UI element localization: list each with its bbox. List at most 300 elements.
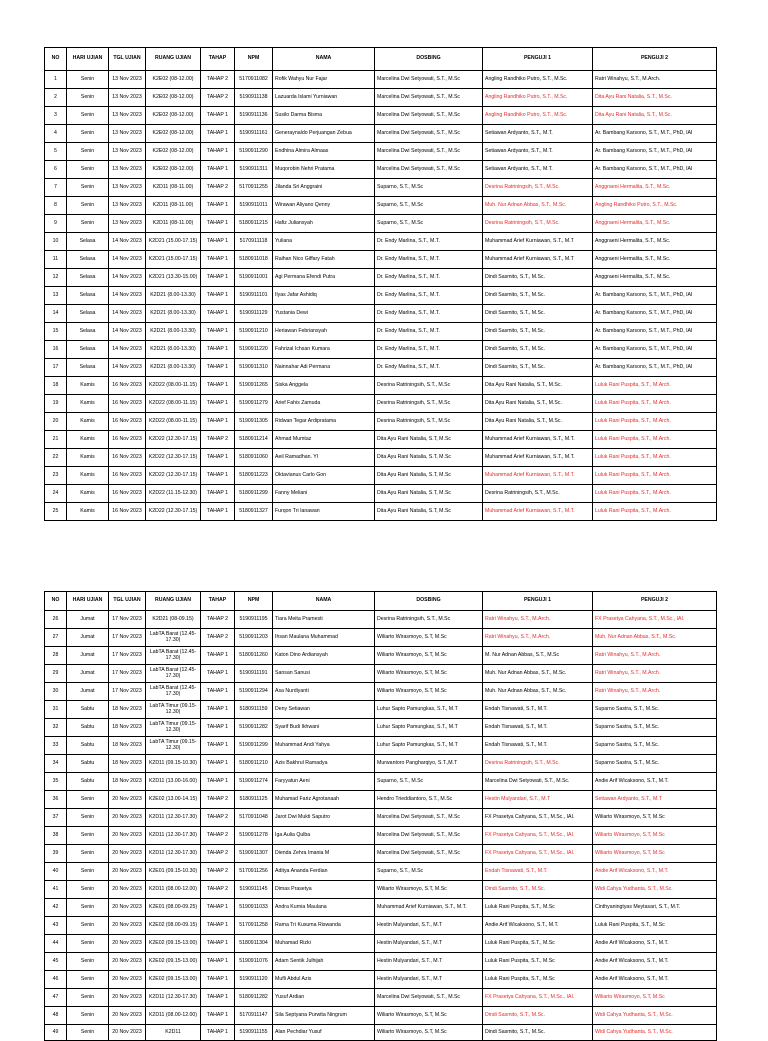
cell-ruang: LabTA Timur (09.15-12.30) — [146, 737, 201, 755]
cell-no: 47 — [45, 989, 67, 1007]
cell-no: 8 — [45, 197, 67, 215]
cell-penguji1: Hestin Mulyandari, S.T., M.T — [483, 791, 593, 809]
cell-nama: Mufli Abdul Azis — [273, 971, 375, 989]
cell-penguji1: Muhammad Arief Kurniawan, S.T., M.T — [483, 233, 593, 251]
cell-npm: 5180911060 — [235, 449, 273, 467]
cell-dosbing: Marcelina Dwi Setyowati, S.T., M.Sc — [375, 845, 483, 863]
cell-ruang: K2E02 (08.00-09.15) — [146, 917, 201, 935]
cell-dosbing: Dr. Endy Marlina, S.T., M.T. — [375, 341, 483, 359]
cell-hari: Selasa — [67, 269, 109, 287]
table-row — [45, 251, 717, 269]
cell-dosbing: Wiliarto Wirasmoyo, S.T, M.Sc — [375, 665, 483, 683]
cell-tgl: 13 Nov 2023 — [109, 179, 146, 197]
cell-tgl: 20 Nov 2023 — [109, 881, 146, 899]
header-penguji2: PENGUJI 2 — [593, 48, 717, 71]
cell-penguji2: Andie Arif Wicaksono, S.T., M.T. — [593, 773, 717, 791]
cell-dosbing: Suparno, S.T., M.Sc — [375, 197, 483, 215]
cell-penguji2: Widi Cahya Yudhanta, S.T., M.Sc. — [593, 881, 717, 899]
cell-no: 11 — [45, 251, 67, 269]
table-row — [45, 161, 717, 179]
table-row — [45, 917, 717, 935]
cell-hari: Senin — [67, 161, 109, 179]
cell-hari: Senin — [67, 197, 109, 215]
cell-npm: 5190911305 — [235, 413, 273, 431]
table-row — [45, 629, 717, 647]
cell-hari: Sabtu — [67, 755, 109, 773]
header-dosbing: DOSBING — [375, 592, 483, 611]
cell-npm: 5190911129 — [235, 305, 273, 323]
table-row — [45, 89, 717, 107]
cell-hari: Senin — [67, 791, 109, 809]
cell-nama: Fahrizal Ichsan Kumara — [273, 341, 375, 359]
cell-penguji2: Ar. Bambang Karsono, S.T., M.T., PhD, IAI — [593, 143, 717, 161]
cell-nama: Agi Permana Efendi Putra — [273, 269, 375, 287]
table-row — [45, 503, 717, 521]
cell-nama: Ilyas Jafar Ashidiq — [273, 287, 375, 305]
cell-tahap: TAHAP 1 — [201, 899, 235, 917]
cell-tgl: 20 Nov 2023 — [109, 1007, 146, 1025]
table-row — [45, 431, 717, 449]
cell-no: 34 — [45, 755, 67, 773]
cell-dosbing: Marcelina Dwi Setyowati, S.T., M.Sc — [375, 809, 483, 827]
cell-nama: Aeil Ramadhan. YI — [273, 449, 375, 467]
cell-ruang: K2D22 (08.00-11.15) — [146, 377, 201, 395]
cell-ruang: K2D11 (08.00-12.00) — [146, 1007, 201, 1025]
cell-tgl: 20 Nov 2023 — [109, 953, 146, 971]
table-row — [45, 701, 717, 719]
cell-penguji2: Ar. Bambang Karsono, S.T., M.T., PhD, IAI — [593, 359, 717, 377]
table-row — [45, 287, 717, 305]
cell-npm: 5190911274 — [235, 773, 273, 791]
cell-hari: Selasa — [67, 323, 109, 341]
cell-hari: Jumat — [67, 611, 109, 629]
cell-tahap: TAHAP 1 — [201, 449, 235, 467]
cell-nama: Heriawan Febriansyah — [273, 323, 375, 341]
cell-ruang: K2D11 (09.15-10.30) — [146, 755, 201, 773]
cell-nama: Ahmad Mumtaz — [273, 431, 375, 449]
cell-tahap: TAHAP 2 — [201, 809, 235, 827]
header-no: NO — [45, 48, 67, 71]
cell-hari: Senin — [67, 953, 109, 971]
cell-penguji2: Andie Arif Wicaksono, S.T., M.T. — [593, 935, 717, 953]
cell-npm: 5190911265 — [235, 377, 273, 395]
cell-penguji1: Angling Randhiko Putro, S.T., M.Sc. — [483, 107, 593, 125]
cell-nama: Asa Nurdiyanti — [273, 683, 375, 701]
cell-nama: Arief Fahis Zamuda — [273, 395, 375, 413]
header-npm: NPM — [235, 48, 273, 71]
cell-dosbing: Hestin Mulyandari, S.T., M.T — [375, 935, 483, 953]
cell-dosbing: Marcelina Dwi Setyowati, S.T., M.Sc — [375, 827, 483, 845]
cell-tahap: TAHAP 1 — [201, 917, 235, 935]
cell-ruang: K2D22 (12.30-17.15) — [146, 431, 201, 449]
cell-hari: Senin — [67, 917, 109, 935]
table-row — [45, 377, 717, 395]
cell-tahap: TAHAP 1 — [201, 377, 235, 395]
cell-dosbing: Luhur Sapto Pamungkas, S.T., M.T — [375, 701, 483, 719]
cell-tgl: 14 Nov 2023 — [109, 305, 146, 323]
cell-ruang: K2D22 (08.00-11.15) — [146, 413, 201, 431]
cell-tgl: 14 Nov 2023 — [109, 341, 146, 359]
table-row — [45, 341, 717, 359]
cell-tgl: 14 Nov 2023 — [109, 287, 146, 305]
header-ruang: RUANG UJIAN — [146, 48, 201, 71]
cell-ruang: K2E02 (08-12.00) — [146, 71, 201, 89]
table-row — [45, 125, 717, 143]
cell-penguji1: Muh. Nur Adnan Abbas, S.T., M.Sc. — [483, 197, 593, 215]
cell-penguji2: Widi Cahya Yudhanta, S.T., M.Sc. — [593, 1025, 717, 1041]
cell-no: 35 — [45, 773, 67, 791]
cell-tahap: TAHAP 1 — [201, 197, 235, 215]
cell-tahap: TAHAP 1 — [201, 1007, 235, 1025]
cell-tgl: 14 Nov 2023 — [109, 269, 146, 287]
cell-penguji1: Luluk Rani Puspita, S.T., M.Sc — [483, 953, 593, 971]
exam-schedule-table-2 — [44, 591, 717, 1041]
cell-tahap: TAHAP 1 — [201, 359, 235, 377]
cell-hari: Jumat — [67, 647, 109, 665]
cell-nama: Yuliana — [273, 233, 375, 251]
cell-dosbing: Marcelina Dwi Setyowati, S.T., M.Sc — [375, 143, 483, 161]
cell-hari: Sabtu — [67, 737, 109, 755]
cell-penguji2: Luluk Rani Puspita, S.T., M.Arch. — [593, 503, 717, 521]
cell-ruang: K2D21 (8.00-13.30) — [146, 323, 201, 341]
cell-tgl: 16 Nov 2023 — [109, 503, 146, 521]
cell-nama: Muhamad Rizki — [273, 935, 375, 953]
cell-tahap: TAHAP 2 — [201, 863, 235, 881]
cell-penguji1: Muhammad Arief Kurniawan, S.T., M.T. — [483, 431, 593, 449]
cell-tgl: 17 Nov 2023 — [109, 611, 146, 629]
cell-hari: Selasa — [67, 287, 109, 305]
cell-ruang: K2D22 (12.30-17.15) — [146, 503, 201, 521]
cell-npm: 5190911294 — [235, 683, 273, 701]
table-row — [45, 845, 717, 863]
cell-penguji2: Ratri Winahyu, S.T., M.Arch. — [593, 665, 717, 683]
header-dosbing: DOSBING — [375, 48, 483, 71]
cell-dosbing: Dr. Endy Marlina, S.T., M.T. — [375, 251, 483, 269]
cell-hari: Jumat — [67, 683, 109, 701]
cell-ruang: K2D21 (8.00-13.30) — [146, 287, 201, 305]
table-row — [45, 413, 717, 431]
cell-dosbing: Desrina Ratriningsih, S.T., M.Sc — [375, 377, 483, 395]
cell-penguji2: Luluk Rani Puspita, S.T., M.Arch. — [593, 485, 717, 503]
cell-npm: 5190911001 — [235, 269, 273, 287]
header-tgl: TGL UJIAN — [109, 48, 146, 71]
cell-penguji2: Dita Ayu Rani Natalia, S.T., M.Sc. — [593, 107, 717, 125]
cell-npm: 5180911215 — [235, 215, 273, 233]
cell-hari: Jumat — [67, 665, 109, 683]
cell-npm: 5190911282 — [235, 719, 273, 737]
cell-tgl: 20 Nov 2023 — [109, 845, 146, 863]
cell-no: 12 — [45, 269, 67, 287]
cell-no: 19 — [45, 395, 67, 413]
cell-nama: Iga Aulia Qulba — [273, 827, 375, 845]
header-penguji1: PENGUJI 1 — [483, 48, 593, 71]
cell-npm: 5190911195 — [235, 611, 273, 629]
cell-hari: Selasa — [67, 341, 109, 359]
cell-dosbing: Suparno, S.T., M.Sc — [375, 773, 483, 791]
cell-penguji2: Setiawan Ardyanto, S.T., M.T — [593, 791, 717, 809]
cell-ruang: K2D22 (12.30-17.15) — [146, 449, 201, 467]
cell-tahap: TAHAP 1 — [201, 305, 235, 323]
cell-ruang: LabTA Barat (12.45-17.30) — [146, 683, 201, 701]
cell-no: 14 — [45, 305, 67, 323]
cell-penguji2: Ratri Winahyu, S.T., M.Arch. — [593, 71, 717, 89]
cell-no: 1 — [45, 71, 67, 89]
cell-tgl: 18 Nov 2023 — [109, 755, 146, 773]
cell-npm: 5170911082 — [235, 71, 273, 89]
cell-hari: Sabtu — [67, 773, 109, 791]
cell-nama: Dimas Prasetya — [273, 881, 375, 899]
cell-ruang: K2E02 (13.00-14.15) — [146, 791, 201, 809]
cell-no: 49 — [45, 1025, 67, 1041]
table-row — [45, 1025, 717, 1041]
cell-penguji1: Endah Tisnawati, S.T., M.T. — [483, 719, 593, 737]
cell-dosbing: Wiliarto Wirasmoyo, S.T, M.Sc — [375, 1025, 483, 1041]
cell-nama: Endhina Almira Almaas — [273, 143, 375, 161]
cell-npm: 5180911304 — [235, 935, 273, 953]
cell-penguji1: Muhammad Arief Kurniawan, S.T., M.T. — [483, 449, 593, 467]
cell-no: 15 — [45, 323, 67, 341]
cell-tgl: 16 Nov 2023 — [109, 449, 146, 467]
cell-penguji2: Wiliarto Wirasmoyo, S.T, M.Sc — [593, 827, 717, 845]
cell-no: 37 — [45, 809, 67, 827]
cell-tgl: 20 Nov 2023 — [109, 917, 146, 935]
cell-hari: Senin — [67, 989, 109, 1007]
cell-ruang: K2E02 (09.15-13.00) — [146, 953, 201, 971]
cell-ruang: LabTA Barat (12.45-17.30) — [146, 629, 201, 647]
table-row — [45, 323, 717, 341]
cell-dosbing: Luhur Sapto Pamungkas, S.T., M.T — [375, 737, 483, 755]
cell-no: 41 — [45, 881, 67, 899]
cell-nama: Yusuf Ardian — [273, 989, 375, 1007]
cell-penguji2: Ratri Winahyu, S.T., M.Arch. — [593, 647, 717, 665]
cell-penguji1: Setiawan Ardyanto, S.T., M.T. — [483, 143, 593, 161]
cell-hari: Jumat — [67, 629, 109, 647]
cell-penguji2: Ar. Bambang Karsono, S.T., M.T., PhD, IAI — [593, 305, 717, 323]
cell-tgl: 17 Nov 2023 — [109, 629, 146, 647]
cell-tahap: TAHAP 1 — [201, 683, 235, 701]
cell-no: 30 — [45, 683, 67, 701]
table-row — [45, 953, 717, 971]
table-row — [45, 989, 717, 1007]
cell-npm: 5190911299 — [235, 737, 273, 755]
cell-npm: 5190911203 — [235, 629, 273, 647]
cell-dosbing: Marcelina Dwi Setyowati, S.T., M.Sc — [375, 989, 483, 1007]
table-row — [45, 269, 717, 287]
cell-dosbing: Marcelina Dwi Setyowati, S.T., M.Sc — [375, 71, 483, 89]
header-penguji1: PENGUJI 1 — [483, 592, 593, 611]
cell-tahap: TAHAP 2 — [201, 179, 235, 197]
cell-penguji2: Ar. Bambang Karsono, S.T., M.T., PhD, IAI — [593, 341, 717, 359]
cell-no: 24 — [45, 485, 67, 503]
cell-tahap: TAHAP 1 — [201, 341, 235, 359]
cell-dosbing: Desrina Ratriningsih, S.T., M.Sc — [375, 611, 483, 629]
cell-tahap: TAHAP 1 — [201, 719, 235, 737]
cell-ruang: K2D22 (12.30-17.15) — [146, 467, 201, 485]
cell-dosbing: Dr. Endy Marlina, S.T., M.T. — [375, 287, 483, 305]
cell-no: 9 — [45, 215, 67, 233]
cell-nama: Jarot Dwi Mukti Saputro — [273, 809, 375, 827]
cell-penguji1: Marcelina Dwi Setyowati, S.T., M.Sc. — [483, 773, 593, 791]
cell-tahap: TAHAP 2 — [201, 629, 235, 647]
exam-schedule-table-1 — [44, 47, 717, 521]
cell-ruang: K2D21 (8.00-13.30) — [146, 341, 201, 359]
cell-no: 38 — [45, 827, 67, 845]
cell-penguji2: Anggraeni Hermalita, S.T., M.Sc. — [593, 269, 717, 287]
cell-hari: Selasa — [67, 359, 109, 377]
cell-no: 5 — [45, 143, 67, 161]
cell-ruang: K2D11 (12.30-17.30) — [146, 809, 201, 827]
cell-nama: Aditya Ananda Ferdian — [273, 863, 375, 881]
cell-dosbing: Muhammad Arief Kurniawan, S.T., M.T. — [375, 899, 483, 917]
cell-dosbing: Marcelina Dwi Setyowati, S.T., M.Sc — [375, 89, 483, 107]
cell-nama: Azis Bakhrul Ramadya — [273, 755, 375, 773]
cell-penguji1: Endah Tisnawati, S.T., M.T. — [483, 737, 593, 755]
cell-penguji2: Ar. Bambang Karsono, S.T., M.T., PhD, IAI — [593, 161, 717, 179]
cell-dosbing: Wiliarto Wirasmoyo, S.T, M.Sc — [375, 647, 483, 665]
cell-hari: Kamis — [67, 467, 109, 485]
cell-nama: Yustania Dewi — [273, 305, 375, 323]
table-row — [45, 665, 717, 683]
cell-penguji1: FX Prasetya Cahyana, S.T., M.Sc., IAI. — [483, 809, 593, 827]
cell-penguji1: Dita Ayu Rani Natalia, S.T., M.Sc. — [483, 413, 593, 431]
cell-nama: Oktavianus Carlo Gon — [273, 467, 375, 485]
cell-tgl: 20 Nov 2023 — [109, 827, 146, 845]
cell-npm: 5170911258 — [235, 917, 273, 935]
cell-penguji1: M. Nur Adnan Abbas, S.T., M.Sc — [483, 647, 593, 665]
cell-nama: Rama Tri Kusuma Riswanda — [273, 917, 375, 935]
cell-no: 13 — [45, 287, 67, 305]
cell-ruang: K2D11 (13.00-16.00) — [146, 773, 201, 791]
cell-npm: 5190911310 — [235, 359, 273, 377]
cell-nama: Dienda Zehra Imania M — [273, 845, 375, 863]
cell-hari: Senin — [67, 179, 109, 197]
cell-ruang: K2D21 (15.00-17.15) — [146, 233, 201, 251]
table-row — [45, 719, 717, 737]
table-header-row — [45, 48, 717, 71]
cell-penguji1: Dindi Sasmito, S.T., M.Sc. — [483, 287, 593, 305]
cell-ruang: K2D21 (08-09.15) — [146, 611, 201, 629]
table-row — [45, 395, 717, 413]
cell-dosbing: Luhur Sapto Pamungkas, S.T., M.T — [375, 719, 483, 737]
cell-nama: Tiara Meita Pramesti — [273, 611, 375, 629]
cell-dosbing: Marcelina Dwi Setyowati, S.T., M.Sc — [375, 107, 483, 125]
cell-npm: 5190911101 — [235, 287, 273, 305]
cell-penguji1: FX Prasetya Cahyana, S.T., M.Sc., IAI. — [483, 989, 593, 1007]
cell-hari: Senin — [67, 125, 109, 143]
cell-penguji2: Muh. Nur Adnan Abbas, S.T., M.Sc. — [593, 629, 717, 647]
cell-dosbing: Desrina Ratriningsih, S.T., M.Sc — [375, 413, 483, 431]
cell-ruang: K2D11 (12.30-17.30) — [146, 845, 201, 863]
cell-npm: 5190911033 — [235, 899, 273, 917]
cell-no: 18 — [45, 377, 67, 395]
cell-penguji2: Anggraeni Hermalita, S.T., M.Sc. — [593, 233, 717, 251]
cell-hari: Senin — [67, 143, 109, 161]
cell-npm: 5180911299 — [235, 485, 273, 503]
cell-hari: Senin — [67, 809, 109, 827]
cell-npm: 5180911125 — [235, 791, 273, 809]
cell-hari: Senin — [67, 935, 109, 953]
cell-ruang: K2E02 (08-12.00) — [146, 161, 201, 179]
cell-ruang: LabTA Timur (09.15-12.30) — [146, 701, 201, 719]
cell-npm: 5180911223 — [235, 467, 273, 485]
cell-tgl: 20 Nov 2023 — [109, 863, 146, 881]
cell-hari: Senin — [67, 71, 109, 89]
table-row — [45, 737, 717, 755]
header-penguji2: PENGUJI 2 — [593, 592, 717, 611]
cell-ruang: K2D22 (08.00-11.15) — [146, 395, 201, 413]
cell-nama: Generaynaldo Perjuangan Zebua — [273, 125, 375, 143]
cell-dosbing: Dita Ayu Rani Natalia, S.T, M.Sc — [375, 467, 483, 485]
cell-nama: Katon Dino Ardiansyah — [273, 647, 375, 665]
cell-npm: 5170911048 — [235, 809, 273, 827]
cell-tgl: 13 Nov 2023 — [109, 107, 146, 125]
cell-dosbing: Wiliarto Wirasmoyo, S.T, M.Sc — [375, 683, 483, 701]
header-tahap: TAHAP — [201, 48, 235, 71]
table-row — [45, 881, 717, 899]
cell-penguji2: Luluk Rani Puspita, S.T., M.Arch. — [593, 449, 717, 467]
cell-npm: 5190911145 — [235, 881, 273, 899]
cell-tahap: TAHAP 1 — [201, 971, 235, 989]
cell-nama: Raihan Nico Giffary Fatah — [273, 251, 375, 269]
cell-dosbing: Wiliarto Wirasmoyo, S.T, M.Sc — [375, 1007, 483, 1025]
cell-penguji1: Dindi Sasmito, S.T., M.Sc. — [483, 269, 593, 287]
cell-no: 2 — [45, 89, 67, 107]
cell-ruang: K2D11 — [146, 1025, 201, 1041]
table-row — [45, 809, 717, 827]
cell-penguji1: Dindi Sasmito, S.T., M.Sc. — [483, 305, 593, 323]
cell-no: 43 — [45, 917, 67, 935]
table-row — [45, 143, 717, 161]
cell-no: 7 — [45, 179, 67, 197]
cell-tgl: 18 Nov 2023 — [109, 719, 146, 737]
cell-dosbing: Suparno, S.T., M.Sc — [375, 179, 483, 197]
cell-hari: Kamis — [67, 485, 109, 503]
cell-penguji1: Dita Ayu Rani Natalia, S.T., M.Sc. — [483, 395, 593, 413]
cell-nama: Syarif Budi Ikhwani — [273, 719, 375, 737]
cell-nama: Jilanda Sri Anggraini — [273, 179, 375, 197]
cell-hari: Kamis — [67, 431, 109, 449]
cell-nama: Sansan Sanusi — [273, 665, 375, 683]
cell-penguji1: Desrina Ratriningsih, S.T., M.Sc. — [483, 215, 593, 233]
cell-npm: 5170911255 — [235, 179, 273, 197]
cell-tahap: TAHAP 1 — [201, 737, 235, 755]
table-row — [45, 899, 717, 917]
cell-dosbing: Hestin Mulyandari, S.T., M.T — [375, 917, 483, 935]
cell-dosbing: Dr. Endy Marlina, S.T., M.T. — [375, 305, 483, 323]
cell-dosbing: Dr. Endy Marlina, S.T., M.T. — [375, 233, 483, 251]
cell-npm: 5180911282 — [235, 989, 273, 1007]
cell-tgl: 20 Nov 2023 — [109, 791, 146, 809]
cell-penguji1: Ratri Winahyu, S.T., M.Arch. — [483, 629, 593, 647]
cell-tgl: 16 Nov 2023 — [109, 413, 146, 431]
cell-penguji1: Dindi Sasmito, S.T., M.Sc. — [483, 341, 593, 359]
table-row — [45, 1007, 717, 1025]
cell-hari: Senin — [67, 827, 109, 845]
cell-hari: Senin — [67, 971, 109, 989]
cell-no: 10 — [45, 233, 67, 251]
cell-no: 21 — [45, 431, 67, 449]
cell-ruang: K2D21 (8.00-13.30) — [146, 359, 201, 377]
table-row — [45, 683, 717, 701]
cell-penguji1: Luluk Rani Puspita, S.T., M.Sc — [483, 935, 593, 953]
cell-ruang: LabTA Barat (12.45-17.30) — [146, 665, 201, 683]
table-row — [45, 755, 717, 773]
cell-penguji2: Cinthyaningtyas Meytasari, S.T., M.T. — [593, 899, 717, 917]
cell-ruang: K2D21 (8.00-13.30) — [146, 305, 201, 323]
cell-penguji1: Muh. Nur Adnan Abbas, S.T., M.Sc. — [483, 683, 593, 701]
cell-npm: 5180911018 — [235, 251, 273, 269]
cell-tahap: TAHAP 2 — [201, 791, 235, 809]
